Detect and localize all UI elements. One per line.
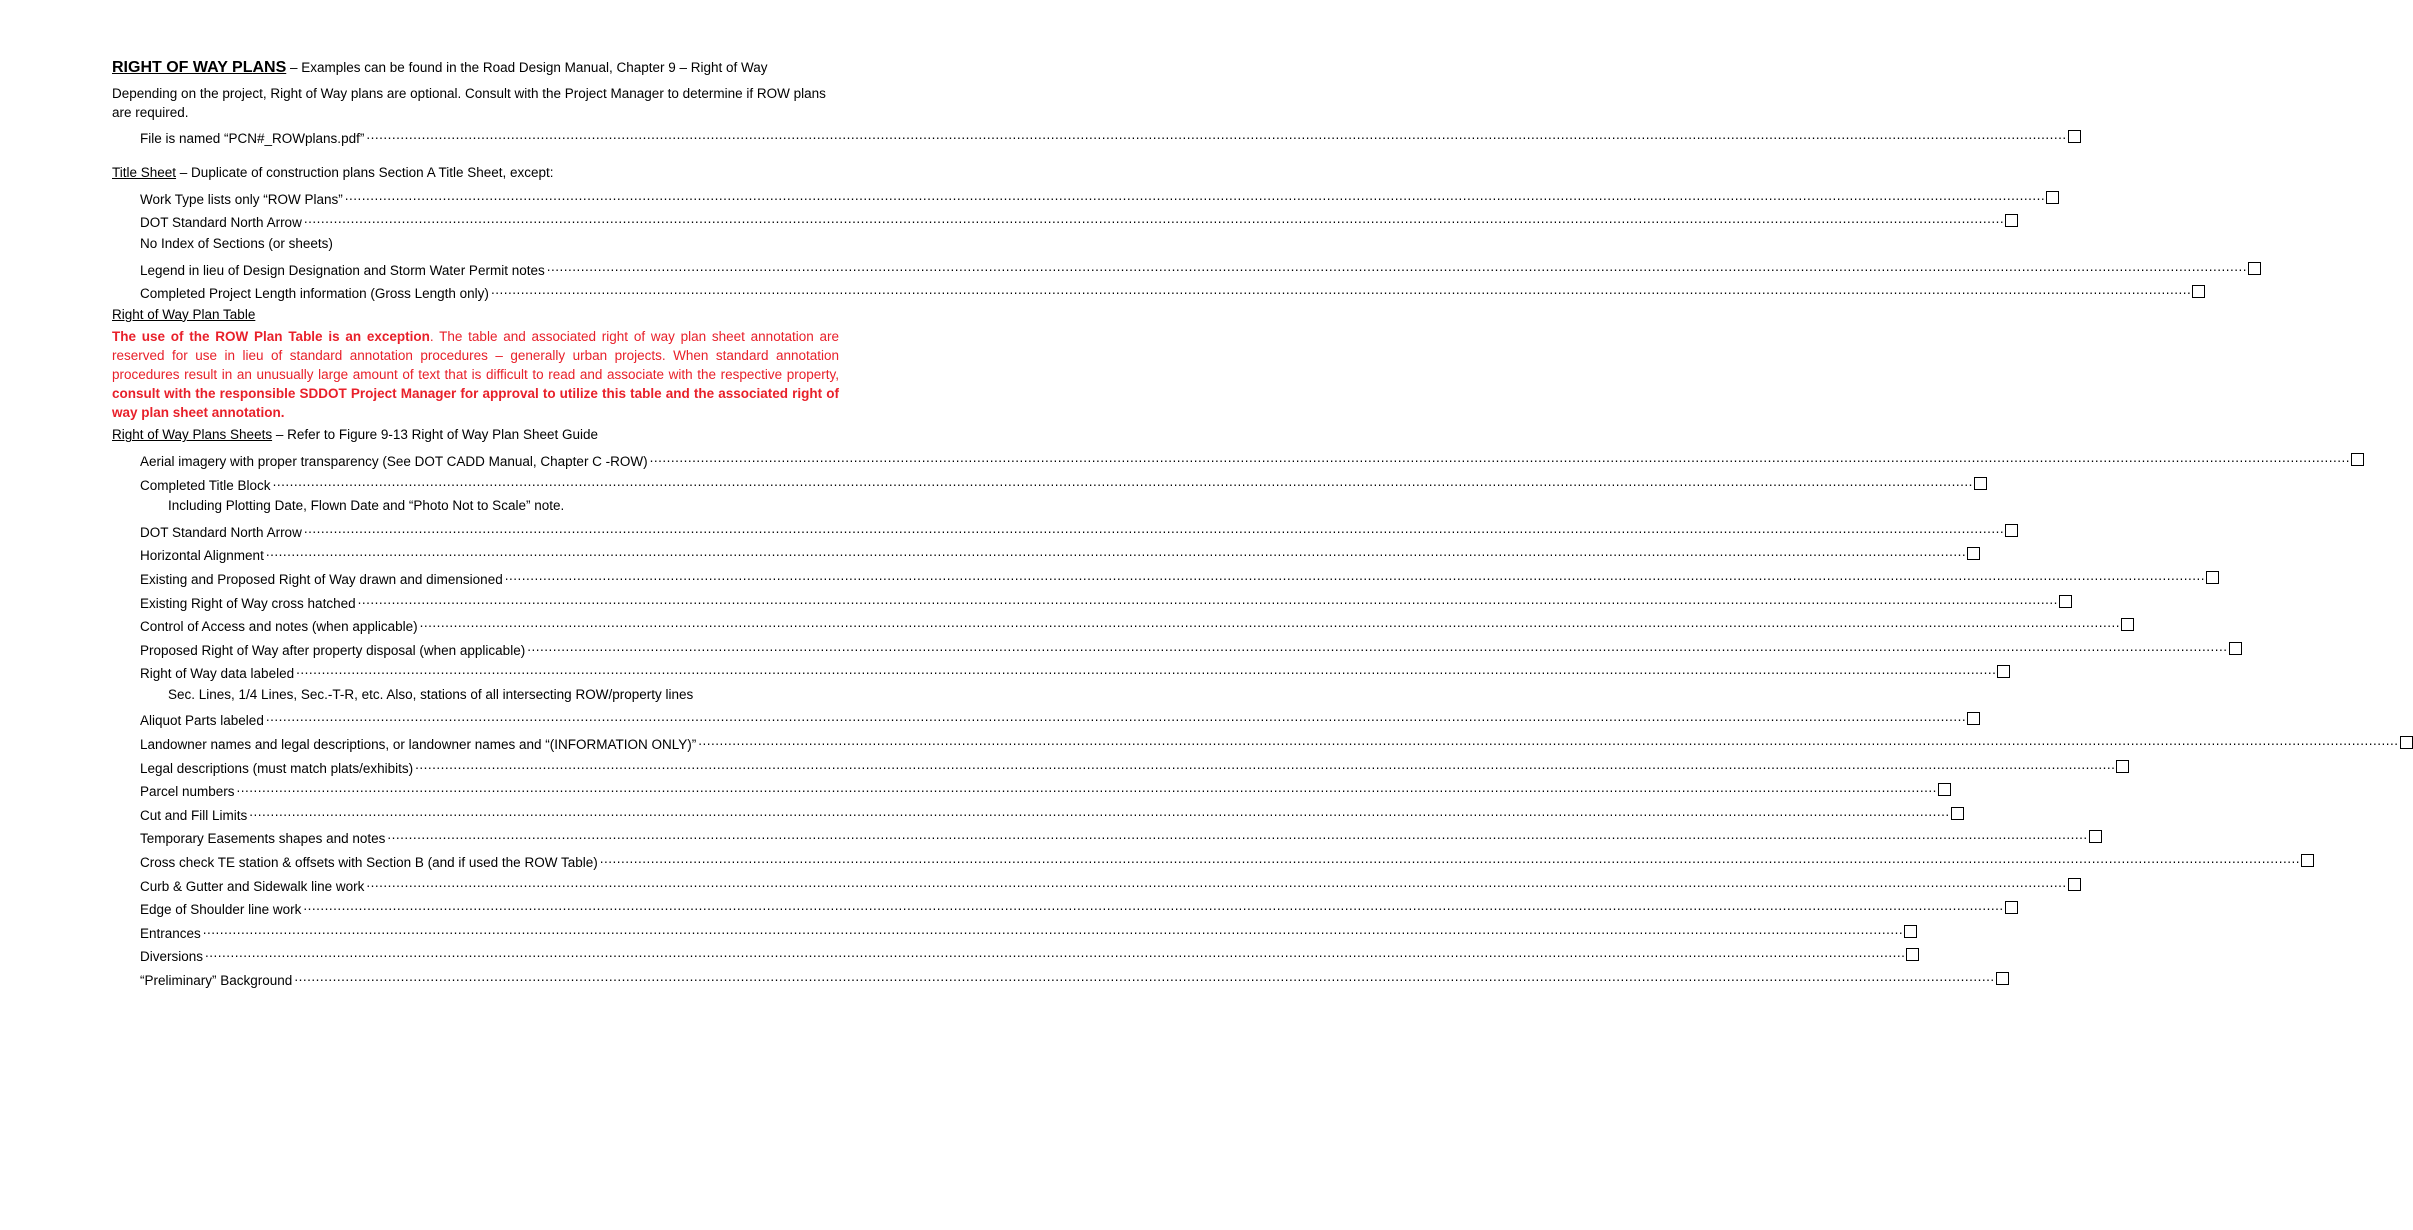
checklist-label: Existing and Proposed Right of Way drawn and dimensioned	[140, 571, 503, 587]
dot-leader: ................................................................................................................................................................................................................................................................................................................................................................................................................	[599, 851, 2301, 867]
checklist-label: DOT Standard North Arrow	[140, 524, 302, 540]
checkbox[interactable]	[2206, 571, 2219, 584]
checklist-label: Entrances	[140, 925, 201, 941]
dot-leader: ................................................................................................................................................................................................................................................................................................................................................................................................................	[249, 803, 1950, 819]
checklist-note	[112, 230, 839, 254]
checklist-label: Completed Project Length information (Gross Length only)	[140, 286, 489, 302]
title-sheet-heading	[112, 160, 839, 184]
checkbox[interactable]	[2005, 901, 2018, 914]
checkbox[interactable]	[2301, 854, 2314, 867]
checklist-label: Cut and Fill Limits	[140, 807, 248, 823]
dot-leader: ................................................................................................................................................................................................................................................................................................................................................................................................................	[265, 544, 1967, 560]
checklist-label: Landowner names and legal descriptions, or landowner names and “(INFORMATION ONLY)”	[140, 737, 697, 753]
checklist-item	[112, 799, 1950, 823]
checklist-label: Legend in lieu of Design Designation and Storm Water Permit notes	[140, 262, 545, 278]
section-title: Title Sheet	[112, 165, 177, 181]
dot-leader: ................................................................................................................................................................................................................................................................................................................................................................................................................	[546, 258, 2248, 274]
intro-paragraph: Depending on the project, Right of Way plans are optional. Consult with the Project Manager to determine if ROW plans are required.	[112, 86, 826, 120]
dot-leader: ................................................................................................................................................................................................................................................................................................................................................................................................................	[303, 520, 2005, 536]
dot-leader: ................................................................................................................................................................................................................................................................................................................................................................................................................	[649, 449, 2350, 465]
checklist-item	[112, 278, 2192, 302]
checkbox[interactable]	[2046, 191, 2059, 204]
dot-leader: ................................................................................................................................................................................................................................................................................................................................................................................................................	[265, 709, 1967, 725]
checklist-label: Existing Right of Way cross hatched	[140, 595, 356, 611]
dot-leader: ................................................................................................................................................................................................................................................................................................................................................................................................................	[303, 211, 2005, 227]
dot-leader: ................................................................................................................................................................................................................................................................................................................................................................................................................	[366, 874, 2067, 890]
dot-leader: ................................................................................................................................................................................................................................................................................................................................................................................................................	[205, 945, 1906, 961]
checkbox[interactable]	[2121, 618, 2134, 631]
checkbox[interactable]	[2116, 760, 2129, 773]
dot-leader: ................................................................................................................................................................................................................................................................................................................................................................................................................	[294, 969, 1995, 984]
checkbox[interactable]	[1938, 783, 1951, 796]
row-table-warning	[112, 327, 839, 422]
checkbox[interactable]	[2351, 453, 2364, 466]
checklist-label: Control of Access and notes (when applicable)	[140, 619, 418, 635]
checkbox[interactable]	[2400, 736, 2413, 749]
checklist-item	[112, 894, 2004, 918]
checklist-item-file-name	[112, 122, 2067, 146]
section-title: Right of Way Plans Sheets	[112, 427, 273, 443]
checklist-label: “Preliminary” Background	[140, 973, 293, 988]
checklist-label: Aerial imagery with proper transparency (See DOT CADD Manual, Chapter C -ROW)	[140, 453, 648, 469]
document-page	[112, 58, 2399, 988]
warning-bold-tail: consult with the responsible SDDOT Project Manager for approval to utilize this table and the associated right of way plan sheet annotation.	[112, 385, 839, 420]
checkbox[interactable]	[1951, 807, 1964, 820]
checklist-item	[112, 917, 1904, 941]
checklist-label: Parcel numbers	[140, 784, 235, 800]
dot-leader: ................................................................................................................................................................................................................................................................................................................................................................................................................	[419, 615, 2120, 631]
dot-leader: ................................................................................................................................................................................................................................................................................................................................................................................................................	[527, 638, 2228, 654]
checklist-item	[112, 776, 1937, 800]
checklist-label: DOT Standard North Arrow	[140, 215, 302, 231]
checkbox[interactable]	[2059, 595, 2072, 608]
checklist-label: Legal descriptions (must match plats/exhibits)	[140, 760, 414, 776]
checklist-label: File is named “PCN#_ROWplans.pdf”	[140, 130, 365, 146]
page-subtitle: – Examples can be found in the Road Design Manual, Chapter 9 – Right of Way	[286, 60, 768, 75]
item-text: Sec. Lines, 1/4 Lines, Sec.-T-R, etc. Also, stations of all intersecting ROW/property lines	[168, 686, 694, 702]
dot-leader: ................................................................................................................................................................................................................................................................................................................................................................................................................	[296, 662, 1997, 678]
checkbox[interactable]	[2248, 262, 2261, 275]
warning-text: . The table and associated right of way plan sheet annotation are reserved for use in lieu of standard annotation procedures – generally urban projects. When standard annotation procedures result in an unusually large amount of text that is difficult to read and associate with the respective property,	[112, 328, 839, 382]
plan-sheets-checklist	[112, 445, 2399, 988]
checklist-item	[112, 823, 2088, 847]
page-title: RIGHT OF WAY PLANS	[112, 59, 287, 76]
checklist-subnote	[112, 493, 839, 517]
checkbox[interactable]	[2005, 524, 2018, 537]
dot-leader: ................................................................................................................................................................................................................................................................................................................................................................................................................	[272, 473, 1973, 489]
checklist-item	[112, 254, 2248, 278]
checklist-label: Horizontal Alignment	[140, 548, 264, 564]
checklist-item	[112, 611, 2120, 635]
checkbox[interactable]	[1996, 972, 2009, 985]
checkbox[interactable]	[2068, 878, 2081, 891]
checklist-item	[112, 728, 2399, 753]
section-description: – Duplicate of construction plans Section A Title Sheet, except:	[176, 165, 554, 181]
dot-leader: ................................................................................................................................................................................................................................................................................................................................................................................................................	[698, 733, 2399, 749]
checklist-item	[112, 469, 1973, 493]
checklist-label: Right of Way data labeled	[140, 666, 295, 682]
checkbox[interactable]	[1904, 925, 1917, 938]
dot-leader: ................................................................................................................................................................................................................................................................................................................................................................................................................	[490, 282, 2192, 298]
dot-leader: ................................................................................................................................................................................................................................................................................................................................................................................................................	[357, 591, 2058, 607]
section-title: Right of Way Plan Table	[112, 306, 256, 322]
dot-leader: ................................................................................................................................................................................................................................................................................................................................................................................................................	[202, 921, 1904, 937]
checklist-label: Temporary Easements shapes and notes	[140, 831, 386, 847]
checklist-item	[112, 563, 2206, 587]
checklist-item	[112, 941, 1906, 965]
checkbox[interactable]	[1997, 665, 2010, 678]
checklist-item	[112, 634, 2228, 658]
row-plan-table-heading	[112, 301, 839, 325]
checklist-item	[112, 658, 1997, 682]
checklist-item	[112, 752, 2116, 776]
checklist-label: Aliquot Parts labeled	[140, 713, 264, 729]
dot-leader: ................................................................................................................................................................................................................................................................................................................................................................................................................	[236, 780, 1937, 796]
checklist-item	[112, 516, 2005, 540]
checklist-label: Completed Title Block	[140, 477, 271, 493]
document-heading	[112, 58, 839, 78]
item-text: No Index of Sections (or sheets)	[140, 235, 333, 251]
checklist-label: Proposed Right of Way after property disposal (when applicable)	[140, 642, 526, 658]
checklist-item	[112, 540, 1967, 564]
warning-bold-lead: The use of the ROW Plan Table is an exception	[112, 328, 430, 344]
checklist-label: Curb & Gutter and Sidewalk line work	[140, 878, 365, 894]
checklist-item	[112, 183, 2046, 207]
checklist-item	[112, 870, 2067, 894]
checklist-item	[112, 587, 2058, 611]
checklist-label: Edge of Shoulder line work	[140, 902, 302, 918]
checklist-item	[112, 705, 1967, 729]
dot-leader: ................................................................................................................................................................................................................................................................................................................................................................................................................	[366, 126, 2067, 142]
dot-leader: ................................................................................................................................................................................................................................................................................................................................................................................................................	[415, 756, 2116, 772]
dot-leader: ................................................................................................................................................................................................................................................................................................................................................................................................................	[387, 827, 2088, 843]
dot-leader: ................................................................................................................................................................................................................................................................................................................................................................................................................	[344, 187, 2046, 203]
checklist-label: Work Type lists only “ROW Plans”	[140, 191, 343, 207]
checklist-item	[112, 207, 2005, 231]
checkbox[interactable]	[1974, 477, 1987, 490]
title-sheet-checklist	[112, 183, 2248, 302]
checklist-item	[112, 964, 1995, 988]
checklist-item	[112, 445, 2350, 469]
checkbox[interactable]	[2068, 130, 2081, 143]
section-description: – Refer to Figure 9-13 Right of Way Plan Sheet Guide	[272, 427, 598, 443]
checkbox[interactable]	[2005, 214, 2018, 227]
checklist-item	[112, 846, 2301, 871]
plan-sheets-heading	[112, 422, 839, 446]
dot-leader: ................................................................................................................................................................................................................................................................................................................................................................................................................	[303, 898, 2004, 914]
checkbox[interactable]	[2089, 830, 2102, 843]
checkbox[interactable]	[1967, 712, 1980, 725]
checkbox[interactable]	[2229, 642, 2242, 655]
checkbox[interactable]	[2192, 285, 2205, 298]
dot-leader: ................................................................................................................................................................................................................................................................................................................................................................................................................	[504, 567, 2206, 583]
checkbox[interactable]	[1967, 547, 1980, 560]
checklist-label: Cross check TE station & offsets with Section B (and if used the ROW Table)	[140, 855, 598, 871]
item-text: Including Plotting Date, Flown Date and “Photo Not to Scale” note.	[168, 498, 565, 514]
checkbox[interactable]	[1906, 948, 1919, 961]
checklist-subnote	[112, 681, 839, 705]
checklist-label: Diversions	[140, 949, 204, 965]
